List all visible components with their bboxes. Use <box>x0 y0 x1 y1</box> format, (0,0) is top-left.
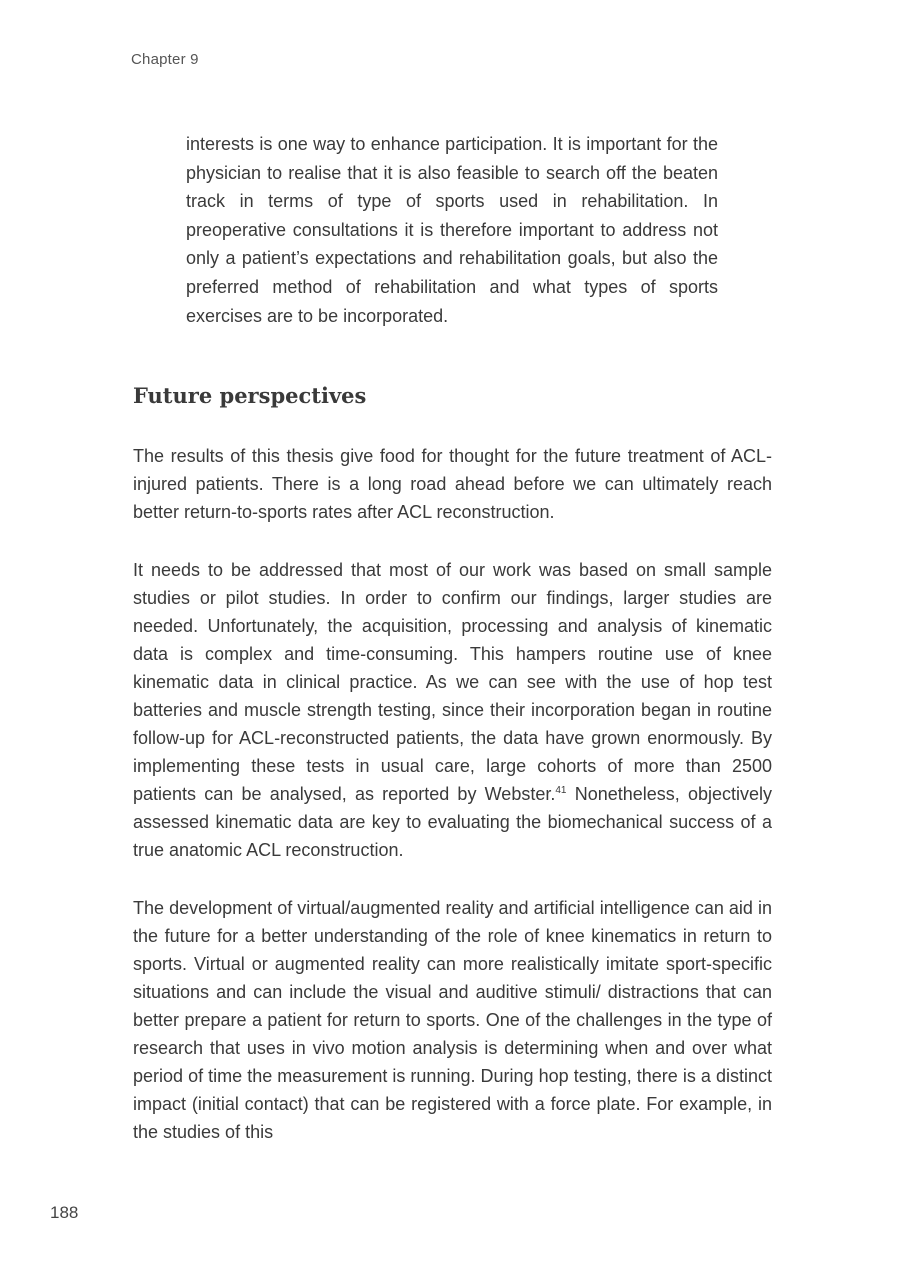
section-heading: Future perspectives <box>133 383 367 408</box>
running-head: Chapter 9 <box>131 51 199 68</box>
continued-paragraph: interests is one way to enhance participation. It is important for the physician to realise that it is also feasible to search off the beaten track in terms of type of sports used in rehabilitation. In preoperative consultations it is therefore important to address not only a patient’s expectations and rehabilitation goals, but also the preferred method of rehabilitation and what types of sports exercises are to be incorporated. <box>186 134 718 326</box>
paragraph-1: The results of this thesis give food for thought for the future treatment of ACL-injured patients. There is a long road ahead before we can ultimately reach better return-to-sports rates after ACL reconstruction. <box>133 446 772 522</box>
paragraph-2 <box>133 556 772 864</box>
paragraph-2-text-continued: Nonetheless, objectively assessed kinematic data are key to evaluating the biomechanical success of a true anatomic ACL reconstruction. <box>133 784 773 860</box>
page-number: 188 <box>50 1203 79 1222</box>
reference-superscript: 41 <box>555 785 567 796</box>
paragraph-3: The development of virtual/augmented reality and artificial intelligence can aid in the future for a better understanding of the role of knee kinematics in return to sports. Virtual or augmented reality can more realistically imitate sport-specific situations and can include the visual and auditive stimuli/ distractions that can better prepare a patient for return to sports. One of the challenges in the type of research that uses in vivo motion analysis is determining when and over what period of time the measurement is running. During hop testing, there is a distinct impact (initial contact) that can be registered with a force plate. For example, in the studies of this <box>133 898 772 1142</box>
paragraph-2-text: It needs to be addressed that most of our work was based on small sample studies or pilot studies. In order to confirm our findings, larger studies are needed. Unfortunately, the acquisition, processing and analysis of kinematic data is complex and time-consuming. This hampers routine use of knee kinematic data in clinical practice. As we can see with the use of hop test batteries and muscle strength testing, since their incorporation began in routine follow-up for ACL-reconstructed patients, the data have grown enormously. By implementing these tests in usual care, large cohorts of more than 2500 patients can be analysed, as reported by Webster. <box>133 560 772 804</box>
